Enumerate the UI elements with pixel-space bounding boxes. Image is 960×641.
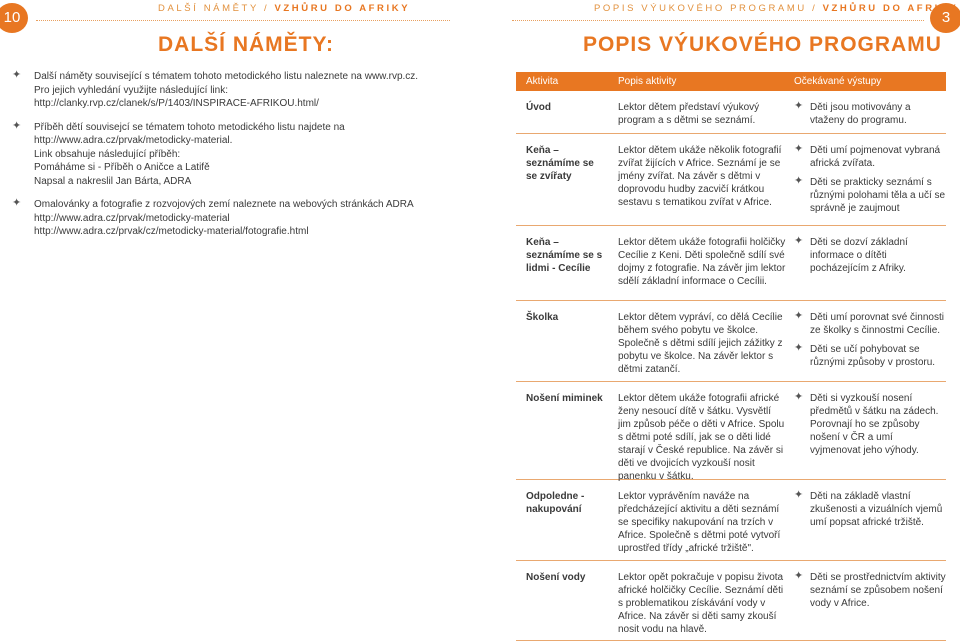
output-item	[794, 144, 946, 170]
output-text: Děti se prostřednictvím aktivity seznámí se způsobem nošení vody v Africe.	[810, 572, 946, 609]
output-text: Děti umí porovnat své činnosti ze školky s činnostmi Cecílie.	[810, 312, 944, 336]
activity-cell: Keňa – seznámíme se s lidmi - Cecílie	[526, 237, 603, 274]
outputs-cell	[794, 236, 946, 281]
table-body	[516, 91, 946, 641]
list-item-line: Další náměty související s tématem tohoto metodického listu naleznete na www.rvp.cz.	[34, 71, 419, 82]
output-item	[794, 236, 946, 275]
activity-cell: Úvod	[526, 102, 551, 113]
output-item	[794, 176, 946, 215]
description-cell: Lektor opět pokračuje v popisu života africké holčičky Cecílie. Seznámí děti s problematikou získávání vody v Africe. Na závěr si děti samy zkouší nosit vodu na hlavě.	[618, 572, 784, 635]
star-bullet-icon: ✦	[794, 310, 804, 322]
divider-left	[36, 20, 450, 21]
page-number-left: 10	[0, 3, 28, 33]
list-item-line: Napsal a nakreslil Jan Bárta, ADRA	[34, 175, 192, 187]
star-bullet-icon: ✦	[794, 489, 804, 501]
output-item	[794, 490, 946, 529]
output-item	[794, 571, 946, 610]
description-cell: Lektor dětem ukáže fotografii africké ženy nesoucí dítě v šátku. Vysvětlí jim způsob péče o děti v Africe. Spolu s dětmi poté sdílí, jak se o děti lidé starají v České republice. Na závěr si děti ve dvojicích vyzkouší nosit panenku v šátku.	[618, 393, 785, 482]
outputs-cell	[794, 392, 946, 463]
output-item	[794, 343, 946, 369]
output-text: Děti se prakticky seznámí s různými polohami těla a učí se správně je zaujmout	[810, 177, 946, 214]
table-row	[516, 301, 946, 382]
star-bullet-icon: ✦	[12, 119, 22, 132]
header-outputs: Očekávané výstupy	[794, 76, 882, 87]
description-cell: Lektor dětem ukáže několik fotografií zvířat žijících v Africe. Seznámí je se jmény zvířat. Na závěr s dětmi v doprovodu hudby zacvičí krátkou sestavu s tematikou zvířat v Africe.	[618, 145, 782, 208]
activity-cell: Školka	[526, 312, 559, 323]
list-item-line: Link obsahuje následující příběh:	[34, 148, 181, 160]
star-bullet-icon: ✦	[794, 570, 804, 582]
divider-right	[512, 20, 924, 21]
running-header-left-title: VZHŮRU DO AFRIKY	[274, 3, 411, 14]
description-cell: Lektor dětem ukáže fotografii holčičky Cecílie z Keni. Děti společně sdílí své dojmy z fotografie. Na závěr jim lektor sdělí základní informace o Cecílii.	[618, 237, 786, 287]
star-bullet-icon: ✦	[12, 197, 22, 209]
output-item	[794, 392, 946, 457]
star-bullet-icon: ✦	[12, 69, 22, 81]
outputs-cell	[794, 490, 946, 535]
output-text: Děti umí pojmenovat vybraná africká zvířata.	[810, 145, 941, 169]
program-table	[516, 72, 946, 641]
star-bullet-icon: ✦	[794, 143, 804, 155]
list-item-line[interactable]: http://www.adra.cz/prvak/metodicky-material.	[34, 135, 233, 146]
star-bullet-icon: ✦	[794, 342, 804, 354]
header-activity: Aktivita	[526, 76, 559, 87]
star-bullet-icon: ✦	[794, 175, 804, 187]
table-row	[516, 226, 946, 301]
table-row	[516, 382, 946, 480]
description-cell: Lektor vyprávěním naváže na předcházející aktivitu a děti seznámí se specifiky nakupování na trzích v Africe. Společně s dětmi poté vytvoří uprostřed třídy „africké tržiště".	[618, 491, 781, 554]
list-item	[12, 121, 422, 189]
running-header-right-section: POPIS VÝUKOVÉHO PROGRAMU /	[594, 3, 823, 14]
outputs-cell	[794, 311, 946, 375]
header-description: Popis aktivity	[618, 76, 677, 87]
running-header-right	[594, 3, 958, 14]
running-header-left	[158, 3, 410, 14]
star-bullet-icon: ✦	[794, 391, 804, 403]
star-bullet-icon: ✦	[794, 235, 804, 247]
output-text: Děti jsou motivovány a vtaženy do programu.	[810, 102, 911, 126]
activity-cell: Keňa – seznámíme se se zvířaty	[526, 145, 594, 182]
table-row	[516, 561, 946, 641]
activity-cell: Nošení vody	[526, 572, 586, 583]
list-item-line: Pomáháme si - Příběh o Aničce a Latifě	[34, 162, 210, 173]
output-text: Děti na základě vlastní zkušenosti a vizuálních vjemů umí popsat africké tržiště.	[810, 491, 943, 528]
list-item-line[interactable]: http://clanky.rvp.cz/clanek/s/P/1403/INSPIRACE-AFRIKOU.html/	[34, 98, 319, 109]
output-text: Děti se učí pohybovat se různými způsoby v prostoru.	[810, 344, 936, 368]
table-row	[516, 480, 946, 561]
further-ideas-list	[12, 70, 422, 249]
output-text: Děti si vyzkouší nosení předmětů v šátku na zádech. Porovnají ho se způsoby nošení v ČR a umí vyjmenovat jeho výhody.	[810, 393, 939, 456]
description-cell: Lektor dětem představí výukový program a s dětmi se seznámí.	[618, 102, 760, 126]
list-item-line[interactable]: http://www.adra.cz/prvak/metodicky-material	[34, 212, 230, 224]
list-item-line: Omalovánky a fotografie z rozvojových zemí naleznete na webových stránkách ADRA	[34, 199, 414, 210]
list-item	[12, 70, 422, 111]
activity-cell: Odpoledne - nakupování	[526, 491, 585, 515]
outputs-cell	[794, 144, 946, 221]
activity-cell: Nošení miminek	[526, 393, 603, 404]
running-header-right-title: VZHŮRU DO AFRIKY	[822, 3, 959, 14]
table-row	[516, 134, 946, 226]
page-title-right: POPIS VÝUKOVÉHO PROGRAMU	[583, 33, 942, 56]
list-item-line[interactable]: http://www.adra.cz/prvak/cz/metodicky-material/fotografie.html	[34, 226, 309, 237]
page-number-right: 3	[930, 3, 960, 33]
list-item	[12, 198, 422, 239]
output-text: Děti se dozví základní informace o dítěti pocházejícím z Afriky.	[810, 237, 908, 274]
description-cell: Lektor dětem vypráví, co dělá Cecílie během svého pobytu ve školce. Společně s dětmi sdílí jejich zážitky z pobytu ve školce. Na závěr lektor s dětmi zatančí.	[618, 312, 783, 375]
table-row	[516, 91, 946, 134]
page-title-left: DALŠÍ NÁMĚTY:	[158, 33, 334, 56]
list-item-line: Pro jejich vyhledání využijte následující link:	[34, 84, 228, 96]
running-header-left-section: DALŠÍ NÁMĚTY /	[158, 3, 275, 14]
list-item-line: Příběh dětí souvisejcí se tématem tohoto metodického listu najdete na	[34, 121, 345, 133]
output-item	[794, 101, 946, 127]
table-header	[516, 72, 946, 91]
output-item	[794, 311, 946, 337]
outputs-cell	[794, 101, 946, 133]
outputs-cell	[794, 571, 946, 616]
star-bullet-icon: ✦	[794, 100, 804, 112]
